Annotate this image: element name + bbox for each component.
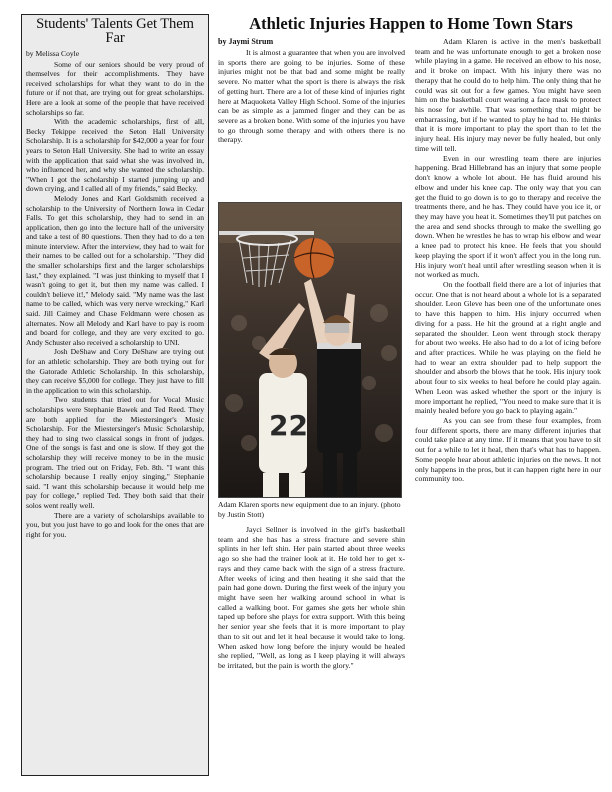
article-byline: by Jaymi Strum — [218, 37, 274, 46]
basketball-photo-illustration — [219, 203, 402, 498]
sidebar-paragraph: Two students that tried out for Vocal Music scholarships were Stephanie Bawek and Ted Reed. They are both applied for the Miestersinger's Music Scholarship. For the Miestersinger's Music Scholarship, they had to sing two classical songs in front of judges. One of the songs is fast and one is slow. If they got the scholarship they will receive money to be in the music program. The tried out on Friday, Feb. 8th. "I want this scholarship because I really enjoy singing," Stephanie said. "I want this scholarship because it would help me pay for college," replied Ted. They both said that their solos went really well. — [26, 395, 204, 510]
sidebar-paragraph: With the academic scholarships, first of all, Becky Tekippe received the Seton Hall University Scholarship. It is a scholarship for $42,000 a year for four years to Seton Hall University. She had to write an essay with the application that said what she was involved in, who influenced her, and why she wanted the scholarship. "When I got the scholarship I started jumping up and down crying, and I called all of my friends," said Becky. — [26, 117, 204, 194]
article-paragraph: As you can see from these four examples, from four different sports, there are many different injuries that could take place at any time. If it means that you have to sit out for a while to let it heal, then that's what has to happen. Some people hear about athletic injuries on the news. It not only happens in the pros, but it can happen right here in our community too. — [415, 416, 601, 484]
sidebar-title: Students' Talents Get Them Far — [36, 16, 194, 46]
sidebar-scholarships-article — [21, 14, 209, 776]
article-column-left-bottom — [218, 525, 405, 671]
article-column-right — [415, 37, 601, 484]
article-headline: Athletic Injuries Happen to Home Town Stars — [249, 14, 573, 33]
sidebar-paragraph: Josh DeShaw and Cory DeShaw are trying out for an athletic scholarship. They are both trying out for the Gatorade Athletic Scholarship. In this scholarship, they can receive $5,000 for college. They just have to fill in the application to win this scholarship. — [26, 347, 204, 395]
article-paragraph: It is almost a guarantee that when you are involved in sports there are going to be injuries. Some of these injuries might not be that bad and some might be really severe. No matter what the sport is there is always the risk of getting hurt. There are a lot of these kind of injuries right here at Maquoketa Valley High School. Some of the injuries can be as simple as a jammed finger and they can be as severe as a broken bone. With some of the injuries you have to go through some therapy and with others there is no therapy. — [218, 48, 405, 145]
jersey-number: 22 — [269, 409, 308, 442]
basketball-photo — [218, 202, 402, 498]
article-column-left-top — [218, 48, 405, 145]
article-paragraph: Adam Klaren is active in the men's basketball team and he was unfortunate enough to get a broken nose while playing in a game. He received an elbow to his nose, and it broke on impact. With his injury there was no therapy that he could do to help him. The only thing that he could was sit out for a few games. You might have seen him on the basketball court wearing a face mask to protect his nose for awhile. That was something that might be embarrassing, but if he wanted to play he had to. He thinks that it is more important to play the sport than to let the injury heal. His injury may never be fully healed, but only time will tell. — [415, 37, 601, 153]
sidebar-paragraph: Melody Jones and Karl Goldsmith received a scholarship to the University of Northern Iowa in Cedar Falls. To get this scholarship, they had to send in an application, then go into the lecture hall of the university and take a test of 80 questions. Then they had to do a ten minute interview. After the interview, they had to wait for their names to be called out for a scholarship. "They did the smaller scholarships first and the larger scholarships last," they explained. "I was just thinking to myself that I wasn't going to get it, but then my name was called. I couldn't believe it!," Melody said. "My name was the last name to be called, which was very nerve wrecking," Karl said. Jill Caimey and Chase Feldmann were chosen as alternates. Now all Melody and Karl have to pay is room and board for college, and they are very excited to go. Andy Schuster also received a scholarship to UNI. — [26, 193, 204, 347]
article-paragraph: Even in our wrestling team there are injuries happening. Brad Hillebrand has an injury that some people don't know a whole lot about. He has fluid around his elbow and under his knee cap. The only way that you can get the fluid to go down is to go to therapy and receive the treatments there, and he has. They could have you ice it, or they may have you heat it. Sometimes they'll put patches on the area and send shocks through to make the swelling go down. When he wrestles he has to wrap his elbow and wear a knee pad to protect his knee. He feels that you should keep playing the sport if it won't affect you in the long run. His injury won't heal until after wrestling season when it is not worked as much. — [415, 153, 601, 280]
sidebar-byline: by Melissa Coyle — [26, 49, 80, 58]
article-paragraph: Jayci Sellner is involved in the girl's basketball team and she has has a stress fracture and severe shin splints in her left shin. Her pain started about three weeks ago so she had the trainer look at it. He told her to get x-rays and they came back with the sign of a stress fracture. After weeks of icing and then heating it she said that the pain had gone down. During the first week of the injury you might have seen her walking around school in what is called a walking boot. For games she gets her whole shin taped up before she plays for extra support. With this being her senior year she feels that it is more important to play than to sit out and let it heal because it would take to long. When asked how long before the injury would be healed she replied, "Well, as long as I keep playing it will always be irritated, but the pain is worth the glory." — [218, 525, 405, 671]
photo-caption: Adam Klaren sports new equipment due to an injury. (photo by Justin Stott) — [218, 500, 401, 519]
sidebar-paragraph: There are a variety of scholarships available to you, but you just have to go and look for the ones that are right for you. — [26, 510, 204, 539]
sidebar-paragraph: Some of our seniors should be very proud of themselves for their accomplishments. They have received scholarships for what they want to do in the future or if not that, are trying out for great scholarships. Here are a look at some of the people that have received scholarships so far. — [26, 59, 204, 117]
article-paragraph: On the football field there are a lot of injuries that occur. One that is not heard about a whole lot is a separated shoulder. Leon Gleve has been one of the unfortunate ones to have this happen to him. His injury occurred when diving for a pass. He hit the ground at a right angle and separated the shoulder. Leon went through stock therapy for about two weeks. He also had to do a lot of icing before and after practices. While he was playing on the field he had to wear an extra shoulder pad to help support the shoulder and absorb the blows that he took. His injury took about four to six weeks to heal before he could play again. When Leon was asked whether the sport or the injury is more important he replied, "You need to make sure that it is mainly healed before you go back to playing again." — [415, 279, 601, 416]
